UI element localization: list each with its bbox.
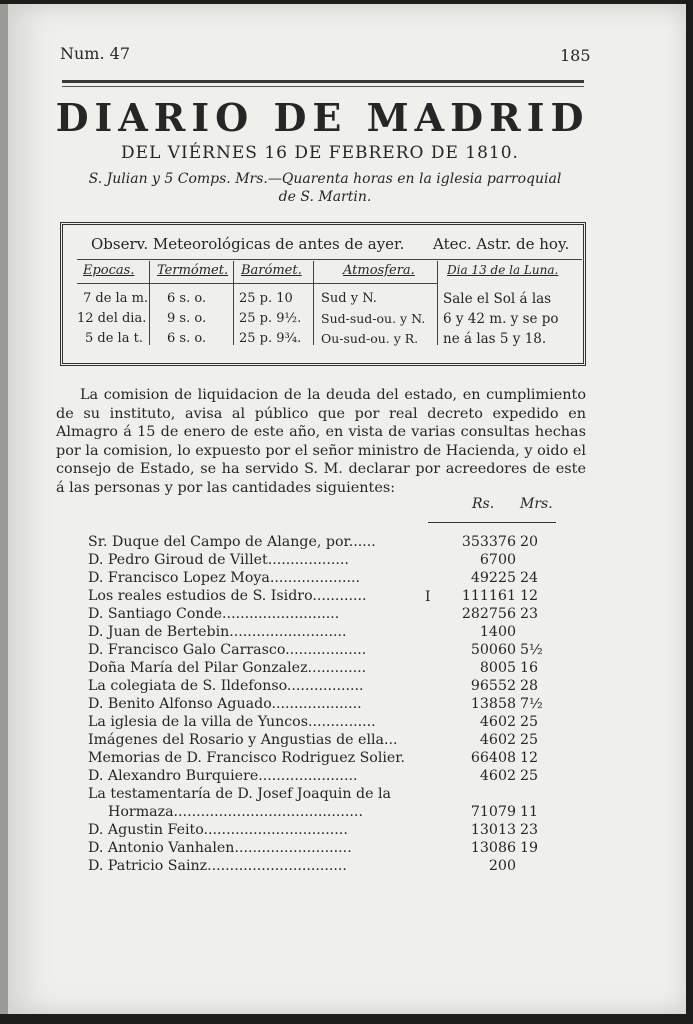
saints-line-1: S. Julian y 5 Comps. Mrs.—Quarenta horas en la iglesia parroquial <box>88 171 562 187</box>
amount-mrs: 12 <box>520 750 539 766</box>
amount-rs: 50060 <box>470 642 516 658</box>
epoca-cell: 12 del dia. <box>77 311 147 326</box>
astro-line: Sale el Sol á las <box>443 291 552 307</box>
amount-rs: 66408 <box>470 750 516 766</box>
amount-rs: 13086 <box>470 840 516 856</box>
creditor-name: Sr. Duque del Campo de Alange, por...... <box>88 534 376 550</box>
amount-rs: 6700 <box>479 552 516 568</box>
creditor-name: D. Antonio Vanhalen.......................... <box>88 840 352 856</box>
masthead-title: DIARIO DE MADRID <box>55 95 590 140</box>
atm-cell: Ou-sud-ou. y R. <box>321 331 419 346</box>
baro-cell: 25 p. 10 <box>239 291 293 306</box>
astro-title: Atec. Astr. de hoy. <box>433 235 570 253</box>
creditor-name: La colegiata de S. Ildefonso................. <box>88 678 364 694</box>
amount-mrs: 20 <box>520 534 539 550</box>
creditor-name: D. Francisco Galo Carrasco.................. <box>88 642 367 658</box>
list-item <box>88 642 588 660</box>
amount-mrs: 28 <box>520 678 539 694</box>
list-item <box>108 804 608 822</box>
creditor-name: D. Alexandro Burquiere...................... <box>88 768 358 784</box>
amount-rs: 4602 <box>479 732 516 748</box>
amount-mrs: 16 <box>520 660 539 676</box>
amount-mrs: 23 <box>520 822 539 838</box>
list-item <box>88 624 588 642</box>
amount-mrs: 23 <box>520 606 539 622</box>
amount-mrs: 7½ <box>520 696 543 712</box>
header-rule-thin <box>62 86 584 87</box>
creditor-name: Los reales estudios de S. Isidro............ <box>88 588 367 604</box>
header-rule <box>62 80 584 83</box>
amount-mrs: 11 <box>520 804 539 820</box>
amount-mrs: 12 <box>520 588 539 604</box>
header-atmosfera: Atmosfera. <box>343 263 415 278</box>
list-item <box>88 768 588 786</box>
notice-paragraph: La comision de liquidacion de la deuda del estado, en cumplimiento de su instituto, avisa al público que por real decreto expedido en Almagro á 15 de enero de este año, en vista de varias consultas hechas por la comision, lo expuesto por el señor ministro de Hacienda, y oido el consejo de Estado, se ha servido S. M. declarar por acreedores de este á las personas y por las cantidades siguientes: <box>56 387 586 496</box>
amount-mrs: 25 <box>520 768 539 784</box>
column-header-mrs: Mrs. <box>520 496 553 512</box>
table-rule-header <box>77 283 437 284</box>
list-item <box>88 858 588 876</box>
list-item <box>88 570 588 588</box>
astro-line: ne á las 5 y 18. <box>443 331 547 347</box>
epoca-cell: 7 de la m. <box>83 291 149 306</box>
atm-cell: Sud y N. <box>321 291 377 306</box>
amount-rs: 111161 <box>461 588 516 604</box>
termo-cell: 9 s. o. <box>167 311 207 326</box>
list-item <box>88 822 588 840</box>
creditor-name: D. Francisco Lopez Moya.................... <box>88 570 361 586</box>
saints-line-2: de S. Martin. <box>278 189 372 205</box>
creditor-name: Doña María del Pilar Gonzalez............. <box>88 660 367 676</box>
creditor-name: D. Santiago Conde.......................... <box>88 606 340 622</box>
list-item <box>88 786 588 804</box>
termo-cell: 6 s. o. <box>167 291 207 306</box>
creditor-name: D. Agustin Feito................................ <box>88 822 348 838</box>
creditor-name: D. Juan de Bertebin.......................... <box>88 624 347 640</box>
creditor-name: D. Patricio Sainz............................... <box>88 858 347 874</box>
baro-cell: 25 p. 9¾. <box>239 331 302 346</box>
creditor-name: La testamentaría de D. Josef Joaquin de la <box>88 786 391 802</box>
creditor-name: Memorias de D. Francisco Rodriguez Solier. <box>88 750 406 766</box>
col-divider <box>149 261 150 345</box>
astro-line: 6 y 42 m. y se po <box>443 311 559 327</box>
amount-rs: 353376 <box>461 534 516 550</box>
atm-cell: Sud-sud-ou. y N. <box>321 311 426 326</box>
list-item <box>88 534 588 552</box>
list-item <box>88 840 588 858</box>
creditor-name: La iglesia de la villa de Yuncos............... <box>88 714 376 730</box>
amount-rs: 4602 <box>479 768 516 784</box>
amount-mrs: 25 <box>520 732 539 748</box>
amount-rs: 49225 <box>470 570 516 586</box>
issue-date: DEL VIÉRNES 16 DE FEBRERO DE 1810. <box>121 143 519 163</box>
column-rule <box>428 522 556 523</box>
amount-rs: 4602 <box>479 714 516 730</box>
saints-line <box>70 170 580 206</box>
amount-rs: 282756 <box>461 606 516 622</box>
amount-rs: 71079 <box>470 804 516 820</box>
issue-number: Num. 47 <box>60 44 131 63</box>
amount-mrs: 24 <box>520 570 539 586</box>
epoca-cell: 5 de la t. <box>85 331 143 346</box>
amount-rs: 8005 <box>479 660 516 676</box>
amount-rs: 13013 <box>470 822 516 838</box>
list-item <box>88 696 588 714</box>
amount-mrs: 5½ <box>520 642 543 658</box>
margin-mark: I <box>425 589 431 605</box>
header-termometro: Termómet. <box>157 263 229 278</box>
header-epocas: Epocas. <box>83 263 135 278</box>
col-divider <box>233 261 234 345</box>
baro-cell: 25 p. 9½. <box>239 311 302 326</box>
list-item <box>88 678 588 696</box>
list-item <box>88 588 588 606</box>
list-item <box>88 660 588 678</box>
creditor-name: Hormaza.......................................... <box>108 804 363 820</box>
creditor-name: D. Pedro Giroud de Villet.................. <box>88 552 349 568</box>
list-item <box>88 606 588 624</box>
col-divider <box>313 261 314 345</box>
termo-cell: 6 s. o. <box>167 331 207 346</box>
col-divider <box>437 261 438 345</box>
creditor-name: Imágenes del Rosario y Angustias de ella... <box>88 732 398 748</box>
amount-mrs: 19 <box>520 840 539 856</box>
list-item <box>88 552 588 570</box>
list-item <box>88 714 588 732</box>
table-rule-top <box>77 259 582 260</box>
page-edge <box>0 4 8 1014</box>
column-header-rs: Rs. <box>472 496 495 512</box>
amount-rs: 1400 <box>479 624 516 640</box>
astro-text <box>443 289 573 349</box>
amount-rs: 200 <box>488 858 516 874</box>
list-item <box>88 732 588 750</box>
creditor-name: D. Benito Alfonso Aguado.................... <box>88 696 362 712</box>
weather-table <box>60 222 586 366</box>
list-item <box>88 750 588 768</box>
page-number: 185 <box>560 46 591 65</box>
header-barometro: Barómet. <box>241 263 302 278</box>
weather-title: Observ. Meteorológicas de antes de ayer. <box>91 235 405 253</box>
amount-rs: 96552 <box>470 678 516 694</box>
header-luna: Dia 13 de la Luna. <box>447 263 559 277</box>
amount-rs: 13858 <box>470 696 516 712</box>
amount-mrs: 25 <box>520 714 539 730</box>
